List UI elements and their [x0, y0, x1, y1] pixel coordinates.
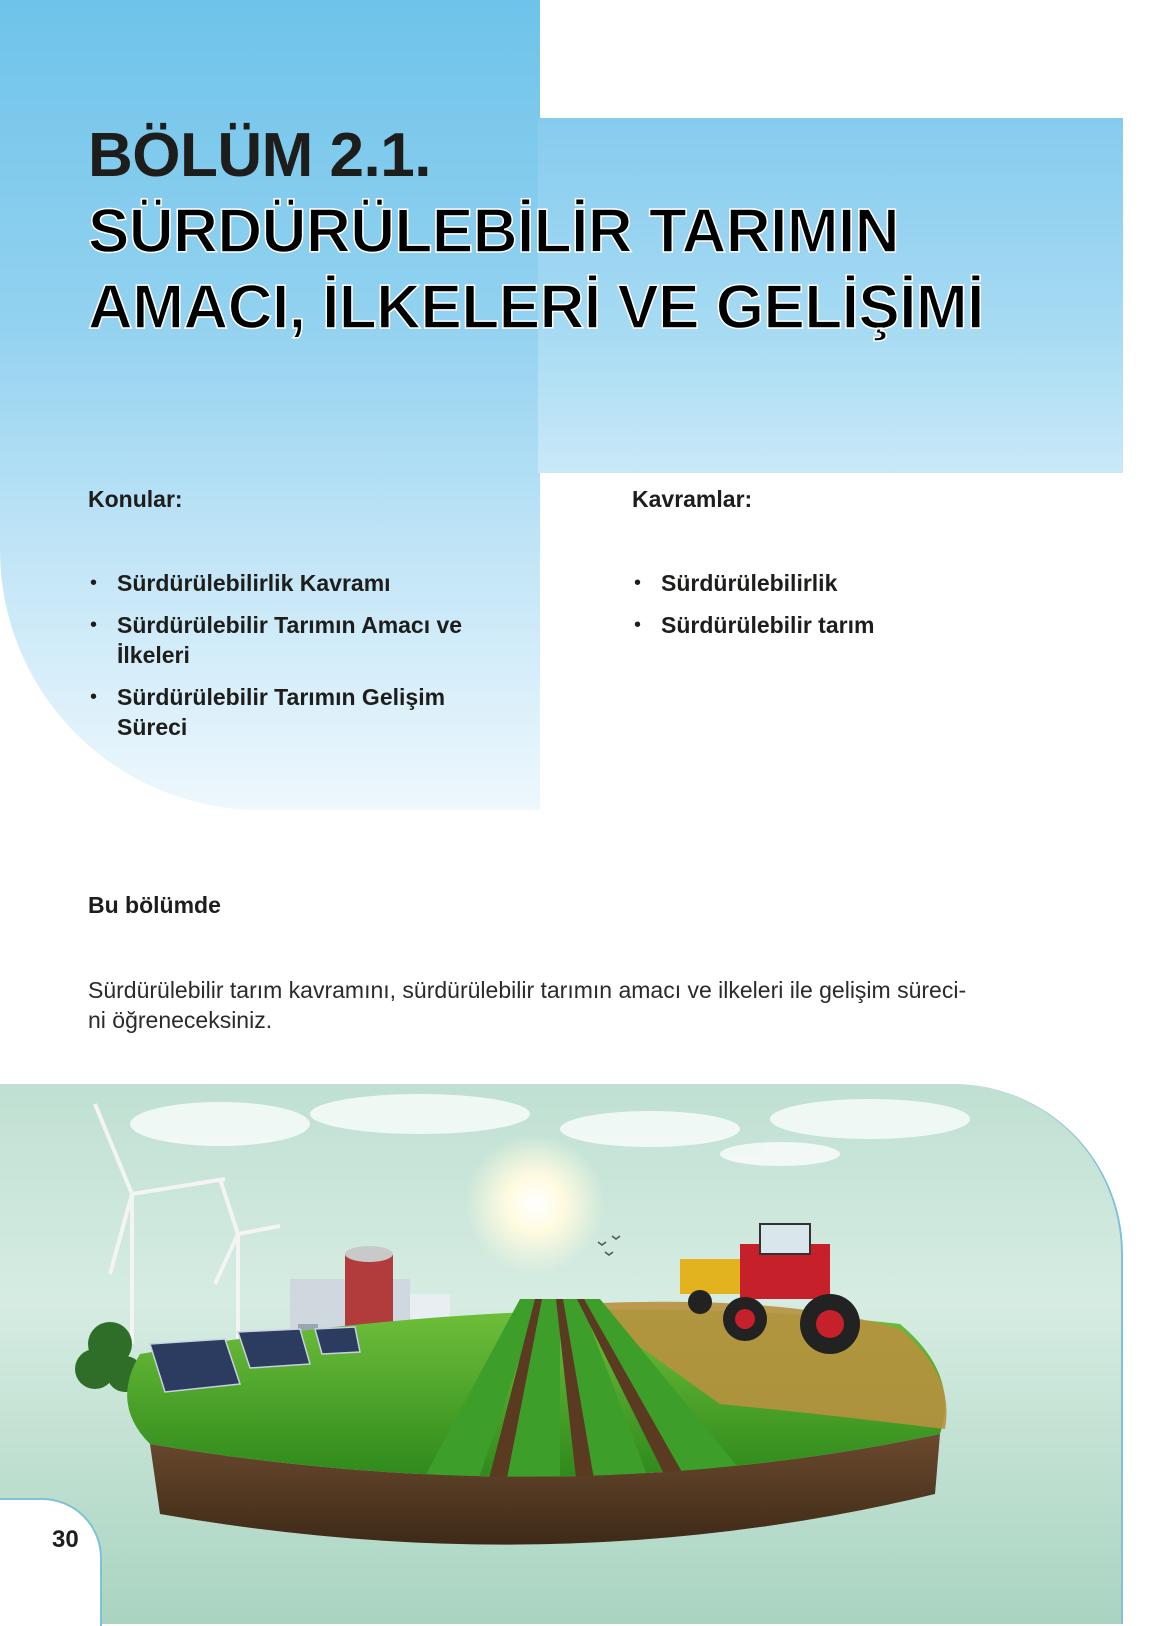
concept-item-label: Sürdürülebilir tarım: [661, 612, 875, 638]
chapter-number: BÖLÜM 2.1.: [88, 121, 431, 190]
farm-illustration-svg: [0, 1084, 1121, 1624]
concept-item: [632, 568, 1082, 598]
section-heading: Bu bölümde: [88, 892, 221, 918]
topic-item-line2: İlkeleri: [117, 642, 190, 668]
topic-item: [88, 610, 518, 670]
topic-item-line1: Sürdürülebilir Tarımın Amacı ve: [117, 612, 463, 638]
topics-heading: Konular:: [88, 486, 183, 512]
topic-item-line1: Sürdürülebilirlik Kavramı: [117, 570, 391, 596]
sun-icon: [465, 1134, 605, 1274]
page-number: 30: [52, 1526, 79, 1553]
topic-item: [88, 568, 518, 598]
bullet-icon: •: [90, 572, 98, 594]
birds-icon: [598, 1236, 620, 1255]
bullet-icon: •: [90, 686, 98, 708]
intro-line-1: Sürdürülebilir tarım kavramını, sürdürülebilir tarımın amacı ve ilkeleri ile gelişim süreci-: [88, 977, 967, 1003]
title-line-2: AMACI, İLKELERİ VE GELİŞİMİ: [88, 273, 984, 342]
bullet-icon: •: [90, 614, 98, 636]
chapter-title: [88, 118, 1088, 346]
concepts-list: [632, 568, 1082, 652]
intro-paragraph: [88, 975, 1048, 1035]
topic-item: [88, 682, 518, 742]
bullet-icon: •: [634, 572, 642, 594]
page-number-tab: [0, 1498, 102, 1626]
concept-item: [632, 610, 1082, 640]
bullet-icon: •: [634, 614, 642, 636]
topics-list: [88, 568, 518, 754]
title-line-1: SÜRDÜRÜLEBİLİR TARIMIN: [88, 197, 900, 266]
topic-item-line1: Sürdürülebilir Tarımın Gelişim: [117, 684, 446, 710]
farm-illustration: [0, 1084, 1123, 1624]
concepts-heading: Kavramlar:: [632, 486, 753, 512]
topic-item-line2: Süreci: [117, 714, 188, 740]
intro-line-2: ni öğreneceksiniz.: [88, 1007, 273, 1033]
concept-item-label: Sürdürülebilirlik: [661, 570, 838, 596]
